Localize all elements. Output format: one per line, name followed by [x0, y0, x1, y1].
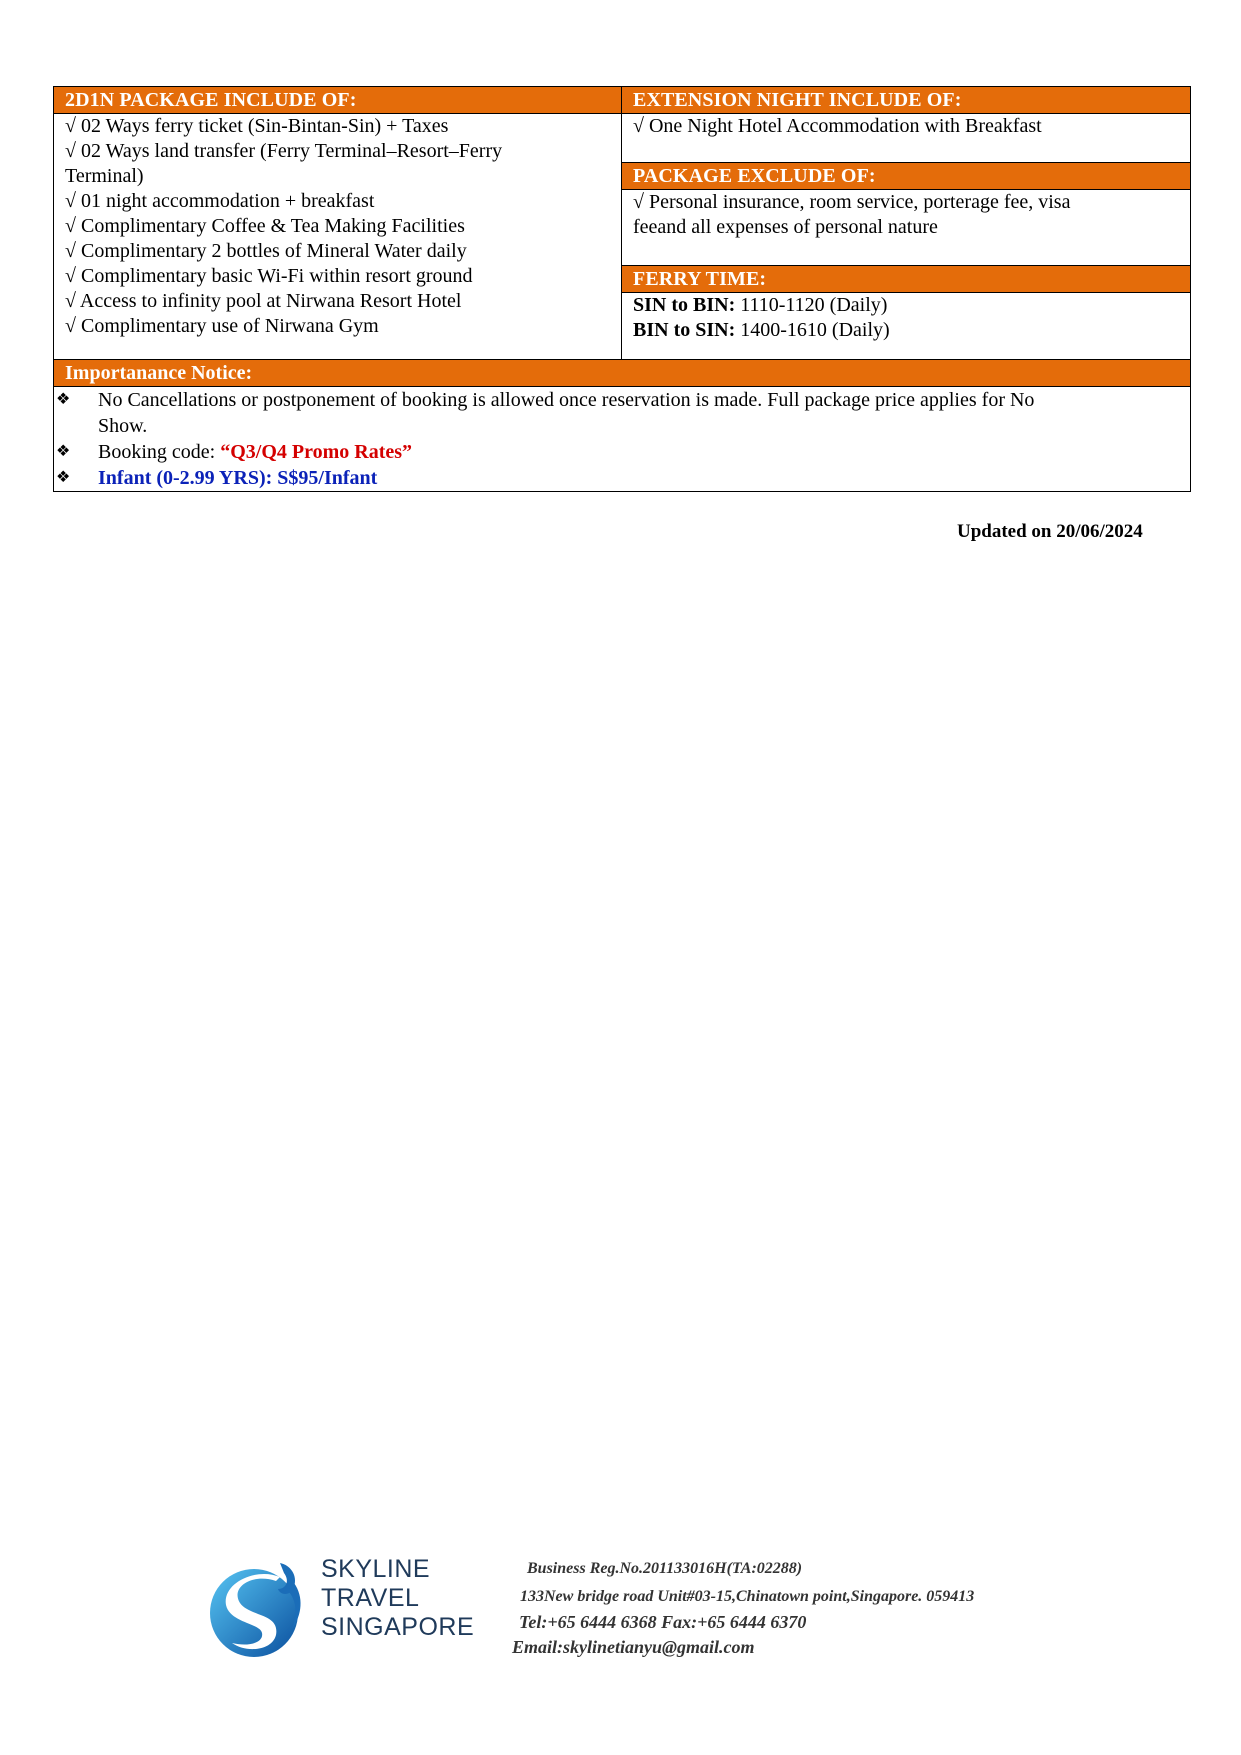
list-item: √ 02 Ways ferry ticket (Sin-Bintan-Sin) + Taxes	[65, 115, 449, 137]
package-table	[53, 86, 1191, 492]
notice-line: Show.	[98, 415, 148, 437]
list-item: √ Access to infinity pool at Nirwana Resort Hotel	[65, 290, 462, 312]
ferry-label: BIN to SIN:	[633, 319, 736, 341]
package-include-header: 2D1N PACKAGE INCLUDE OF:	[54, 87, 621, 114]
infant-price: Infant (0-2.99 YRS): S$95/Infant	[98, 467, 378, 489]
package-include-column	[54, 87, 622, 359]
extension-header: EXTENSION NIGHT INCLUDE OF:	[622, 87, 1190, 114]
address: 133New bridge road Unit#03-15,Chinatown point,Singapore. 059413	[520, 1588, 975, 1605]
ferry-value: 1400-1610 (Daily)	[735, 319, 890, 341]
brand-line: SINGAPORE	[321, 1613, 475, 1641]
skyline-logo-icon	[206, 1553, 312, 1659]
ferry-value: 1110-1120 (Daily)	[735, 294, 888, 316]
package-include-list	[54, 114, 621, 348]
package-top-row	[54, 87, 1190, 360]
notice-line: No Cancellations or postponement of booking is allowed once reservation is made. Full package price applies for No	[98, 389, 1035, 411]
list-item: √ Personal insurance, room service, porterage fee, visa	[633, 191, 1071, 213]
diamond-bullet-icon: ❖	[56, 391, 71, 408]
brand-line: TRAVEL	[321, 1584, 420, 1612]
brand-name	[321, 1555, 474, 1642]
list-item: Terminal)	[65, 165, 144, 187]
list-item: feeand all expenses of personal nature	[633, 216, 938, 238]
booking-code-value: “Q3/Q4 Promo Rates”	[220, 441, 413, 463]
tel-fax: Tel:+65 6444 6368 Fax:+65 6444 6370	[519, 1612, 807, 1632]
ferry-header: FERRY TIME:	[622, 266, 1190, 293]
list-item: √ 02 Ways land transfer (Ferry Terminal–Resort–Ferry	[65, 140, 503, 162]
notice-text	[98, 439, 1190, 465]
notice-item-cancellation	[54, 387, 1190, 439]
updated-date: Updated on 20/06/2024	[957, 521, 1143, 542]
list-item: √ Complimentary basic Wi-Fi within resort ground	[65, 265, 473, 287]
exclude-body	[622, 190, 1190, 266]
diamond-bullet-icon: ❖	[56, 469, 71, 486]
package-right-column	[622, 87, 1190, 359]
business-reg: Business Reg.No.201133016H(TA:02288)	[527, 1560, 803, 1577]
brand-line: SKYLINE	[321, 1555, 431, 1583]
list-item: √ Complimentary 2 bottles of Mineral Water daily	[65, 240, 467, 262]
notice-text	[98, 387, 1190, 439]
notice-item-infant	[54, 465, 1190, 491]
ferry-row-bin-sin	[633, 318, 1179, 343]
notice-header: Importanance Notice:	[54, 360, 1190, 387]
extension-body	[622, 114, 1190, 163]
list-item: √ One Night Hotel Accommodation with Breakfast	[633, 115, 1042, 137]
ferry-body	[622, 293, 1190, 359]
company-contact	[512, 1560, 975, 1658]
ferry-label: SIN to BIN:	[633, 294, 736, 316]
diamond-bullet-icon: ❖	[56, 443, 71, 460]
email: Email:skylinetianyu@gmail.com	[512, 1637, 755, 1657]
notice-body	[54, 387, 1190, 491]
list-item: √ Complimentary Coffee & Tea Making Facilities	[65, 215, 465, 237]
list-item: √ Complimentary use of Nirwana Gym	[65, 315, 379, 337]
notice-item-booking-code	[54, 439, 1190, 465]
booking-code-prefix: Booking code:	[98, 441, 221, 463]
ferry-row-sin-bin	[633, 293, 1179, 318]
exclude-header: PACKAGE EXCLUDE OF:	[622, 163, 1190, 190]
list-item: √ 01 night accommodation + breakfast	[65, 190, 375, 212]
